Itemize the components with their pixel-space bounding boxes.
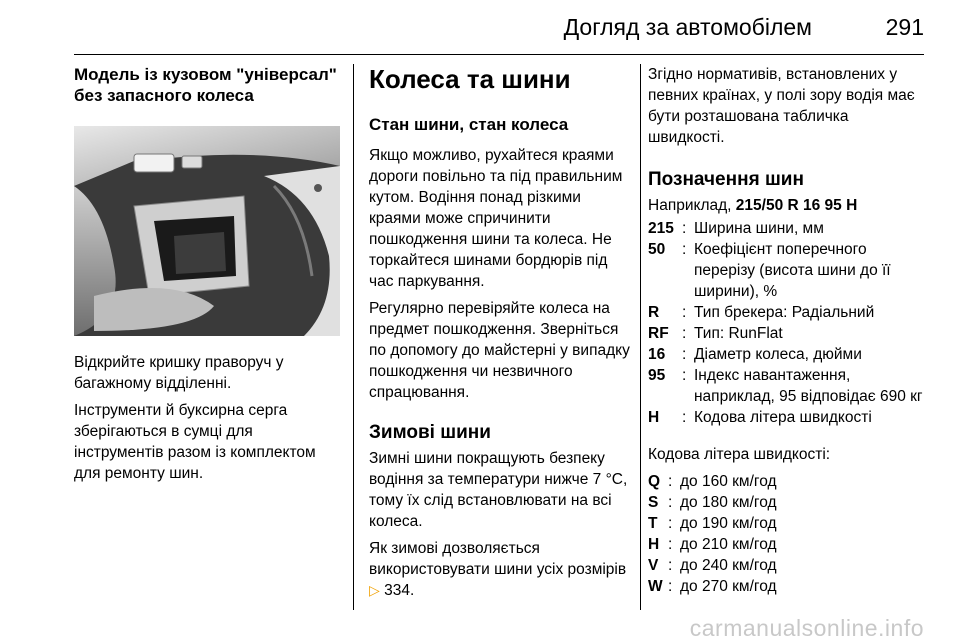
spec-list bbox=[648, 218, 926, 428]
spec-key: 50 bbox=[648, 241, 666, 258]
speed-row: Q : до 160 км/год bbox=[648, 473, 777, 490]
speed-row: H : до 210 км/год bbox=[648, 536, 777, 553]
section-heading: Стан шини, стан колеса bbox=[369, 115, 569, 134]
spec-key: RF bbox=[648, 325, 669, 342]
column-left bbox=[74, 64, 340, 484]
paragraph: Відкрийте кришку праворуч у багажному відділенні. bbox=[74, 354, 284, 392]
speed-value: до 180 км/год bbox=[680, 494, 777, 511]
trunk-illustration bbox=[74, 126, 340, 336]
section-heading: Зимові шини bbox=[369, 422, 491, 443]
speed-row: V : до 240 км/год bbox=[648, 557, 777, 574]
spec-row: RF : Тип: RunFlat bbox=[648, 323, 926, 344]
section-heading: Позначення шин bbox=[648, 169, 804, 190]
example-label: Наприклад, bbox=[648, 197, 732, 214]
speed-key: Q bbox=[648, 473, 661, 490]
spec-row: H : Кодова літера швидкості bbox=[648, 407, 926, 428]
trunk-photo-graphic bbox=[74, 126, 340, 336]
spec-value: Діаметр колеса, дюйми bbox=[694, 346, 862, 363]
speed-value: до 210 км/год bbox=[680, 536, 777, 553]
spec-value: Ширина шини, мм bbox=[694, 220, 824, 237]
spec-key: H bbox=[648, 409, 660, 426]
speed-row: W : до 270 км/год bbox=[648, 578, 777, 595]
speed-row: T : до 190 км/год bbox=[648, 515, 777, 532]
column-middle bbox=[369, 64, 632, 601]
speed-key: S bbox=[648, 494, 659, 511]
spec-key: 215 bbox=[648, 220, 674, 237]
speed-key: H bbox=[648, 536, 660, 553]
spec-value: Індекс навантаження, наприклад, 95 відповідає 690 кг bbox=[694, 367, 923, 405]
speed-key: W bbox=[648, 578, 663, 595]
column-divider bbox=[640, 64, 641, 610]
speed-list bbox=[648, 471, 926, 597]
paragraph: Згідно нормативів, встановлених у певних країнах, у полі зору водія має бути розташована табличка швидкості. bbox=[648, 66, 915, 146]
example-value: 215/50 R 16 95 H bbox=[735, 197, 858, 214]
spec-value: Тип: RunFlat bbox=[694, 325, 783, 342]
page-reference-arrow-icon: ▷ bbox=[369, 582, 380, 598]
spec-key: 95 bbox=[648, 367, 666, 384]
speed-value: до 240 км/год bbox=[680, 557, 777, 574]
paragraph: Регулярно перевіряйте колеса на предмет пошкодження. Зверніться по допомогу до майстерні у випадку пошкодження чи незвичного спрацювання. bbox=[369, 300, 630, 401]
spec-key: 16 bbox=[648, 346, 666, 363]
speed-value: до 190 км/год bbox=[680, 515, 777, 532]
page-reference-link[interactable]: 334. bbox=[384, 582, 415, 599]
example-line bbox=[648, 195, 926, 216]
watermark: carmanualsonline.info bbox=[689, 615, 924, 641]
paragraph bbox=[369, 538, 632, 601]
spec-value: Кодова літера швидкості bbox=[694, 409, 872, 426]
paragraph: Зимні шини покращують безпеку водіння за температури нижче 7 °C, тому їх слід встановлювати на всі колеса. bbox=[369, 450, 628, 530]
section-heading: Модель із кузовом "універсал" без запасного колеса bbox=[74, 65, 337, 105]
speed-heading: Кодова літера швидкості: bbox=[648, 446, 831, 463]
column-divider bbox=[353, 64, 354, 610]
spec-key: R bbox=[648, 304, 660, 321]
page-number: 291 bbox=[885, 14, 924, 40]
spec-row: 215 : Ширина шини, мм bbox=[648, 218, 926, 239]
spec-row: 95 : Індекс навантаження, наприклад, 95 відповідає 690 кг bbox=[648, 365, 926, 407]
column-right bbox=[648, 64, 926, 597]
page-header bbox=[74, 0, 924, 55]
speed-key: T bbox=[648, 515, 658, 532]
spec-row: 50 : Коефіцієнт поперечного перерізу (висота шини до її ширини), % bbox=[648, 239, 926, 302]
chapter-title: Колеса та шини bbox=[369, 64, 571, 94]
header-title: Догляд за автомобілем bbox=[563, 14, 812, 40]
paragraph: Інструменти й буксирна серга зберігаються в сумці для інструментів разом із комплектом для ремонту шин. bbox=[74, 402, 316, 482]
spec-value: Коефіцієнт поперечного перерізу (висота шини до її ширини), % bbox=[694, 241, 891, 300]
spec-row: R : Тип брекера: Радіальний bbox=[648, 302, 926, 323]
paragraph-text: Як зимові дозволяється використовувати шини усіх розмірів bbox=[369, 540, 627, 578]
speed-value: до 160 км/год bbox=[680, 473, 777, 490]
speed-key: V bbox=[648, 557, 659, 574]
spec-value: Тип брекера: Радіальний bbox=[694, 304, 875, 321]
speed-value: до 270 км/год bbox=[680, 578, 777, 595]
spec-row: 16 : Діаметр колеса, дюйми bbox=[648, 344, 926, 365]
paragraph: Якщо можливо, рухайтеся краями дороги повільно та під правильним кутом. Водіння понад різкими краями може спричинити пошкодження шини та колеса. Не торкайтеся шинами бордюрів під час паркування. bbox=[369, 147, 623, 290]
speed-row: S : до 180 км/год bbox=[648, 494, 777, 511]
